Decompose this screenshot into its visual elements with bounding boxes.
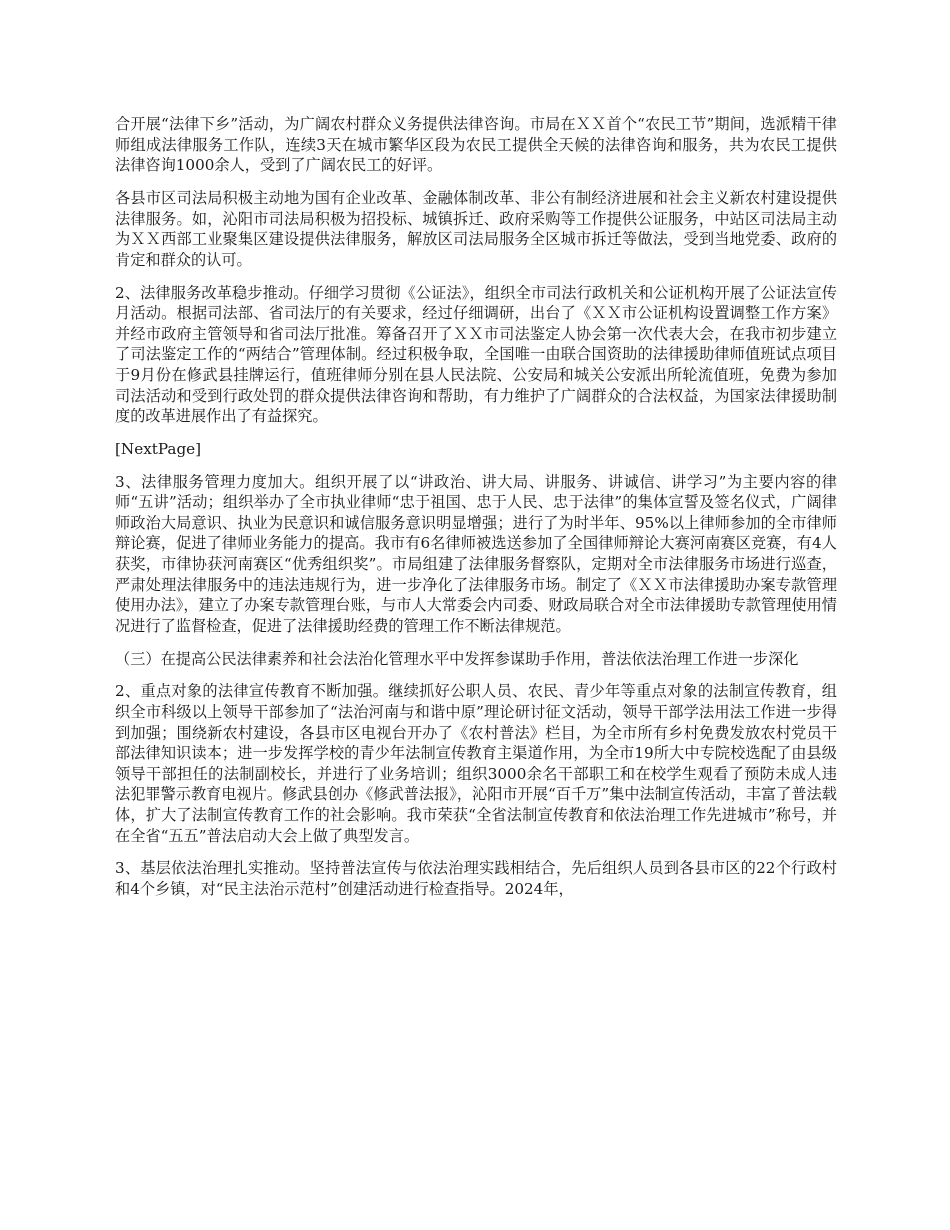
paragraph-county-services: 各县市区司法局积极主动地为国有企业改革、金融体制改革、非公有制经济进展和社会主义新农村建设提供法律服务。如，沁阳市司法局积极为招投标、城镇拆迁、政府采购等工作提供公证服务，中站区司法局主动为ＸＸ西部工业聚集区建设提供法律服务，解放区司法局服务全区城市拆迁等做法，受到当地党委、政府的肯定和群众的认可。: [115, 188, 837, 269]
paragraph-legal-aid-countryside: 合开展“法律下乡”活动，为广阔农村群众义务提供法律咨询。市局在ＸＸ首个“农民工节”期间，选派精干律师组成法律服务工作队，连续3天在城市繁华区段为农民工提供全天候的法律咨询和服务，共为农民工提供法律咨询1000余人，受到了广阔农民工的好评。: [115, 115, 837, 175]
paragraph-grassroots-governance: 3、基层依法治理扎实推动。坚持普法宣传与依法治理实践相结合，先后组织人员到各县市区的22个行政村和4个乡镇，对“民主法治示范村”创建活动进行检查指导。2024年，: [115, 859, 837, 898]
section-heading-three: （三）在提高公民法律素养和社会法治化管理水平中发挥参谋助手作用，普法依法治理工作进一步深化: [115, 649, 799, 668]
paragraph-key-targets-education: 2、重点对象的法律宣传教育不断加强。继续抓好公职人员、农民、青少年等重点对象的法制宣传教育，组织全市科级以上领导干部参加了“法治河南与和谐中原”理论研讨征文活动，领导干部学法用法工作进一步得到加强；围绕新农村建设，各县市区电视台开办了《农村普法》栏目，为全市所有乡村免费发放农村党员干部法律知识读本；进一步发挥学校的青少年法制宣传教育主渠道作用，为全市19所大中专院校选配了由县级领导干部担任的法制副校长，并进行了业务培训；组织3000余名干部职工和在校学生观看了预防未成人违法犯罪警示教育电视片。修武县创办《修武普法报》，沁阳市开展“百千万”集中法制宣传活动，丰富了普法载体，扩大了法制宣传教育工作的社会影响。我市荣获“全省法制宣传教育和依法治理工作先进城市”称号，并在全省“五五”普法启动大会上做了典型发言。: [115, 682, 837, 845]
document-body: [115, 114, 837, 900]
paragraph-service-management: 3、法律服务管理力度加大。组织开展了以“讲政治、讲大局、讲服务、讲诚信、讲学习”为主要内容的律师“五讲”活动；组织举办了全市执业律师“忠于祖国、忠于人民、忠于法律”的集体宣誓及签名仪式，广阔律师政治大局意识、执业为民意识和诚信服务意识明显增强；进行了为时半年、95%以上律师参加的全市律师辩论赛，促进了律师业务能力的提高。我市有6名律师被选送参加了全国律师辩论大赛河南赛区竞赛，有4人获奖，市律协获河南赛区“优秀组织奖”。市局组建了法律服务督察队，定期对全市法律服务市场进行巡查，严肃处理法律服务中的违法违规行为，进一步净化了法律服务市场。制定了《ＸＸ市法律援助办案专款管理使用办法》，建立了办案专款管理台账，与市人大常委会内司委、财政局联合对全市法律援助专款管理使用情况进行了监督检查，促进了法律援助经费的管理工作不断法律规范。: [115, 472, 837, 635]
paragraph-service-reform: 2、法律服务改革稳步推动。仔细学习贯彻《公证法》，组织全市司法行政机关和公证机构开展了公证法宣传月活动。根据司法部、省司法厅的有关要求，经过仔细调研，出台了《ＸＸ市公证机构设置调整工作方案》并经市政府主管领导和省司法厅批准。筹备召开了ＸＸ市司法鉴定人协会第一次代表大会，在我市初步建立了司法鉴定工作的“两结合”管理体制。经过积极争取，全国唯一由联合国资助的法律援助律师值班试点项目于9月份在修武县挂牌运行，值班律师分别在县人民法院、公安局和城关公安派出所轮流值班，免费为参加司法活动和受到行政处罚的群众提供法律咨询和帮助，有力维护了广阔群众的合法权益，为国家法律援助制度的改革进展作出了有益探究。: [115, 283, 837, 426]
page-break-marker: [NextPage]: [115, 439, 202, 458]
